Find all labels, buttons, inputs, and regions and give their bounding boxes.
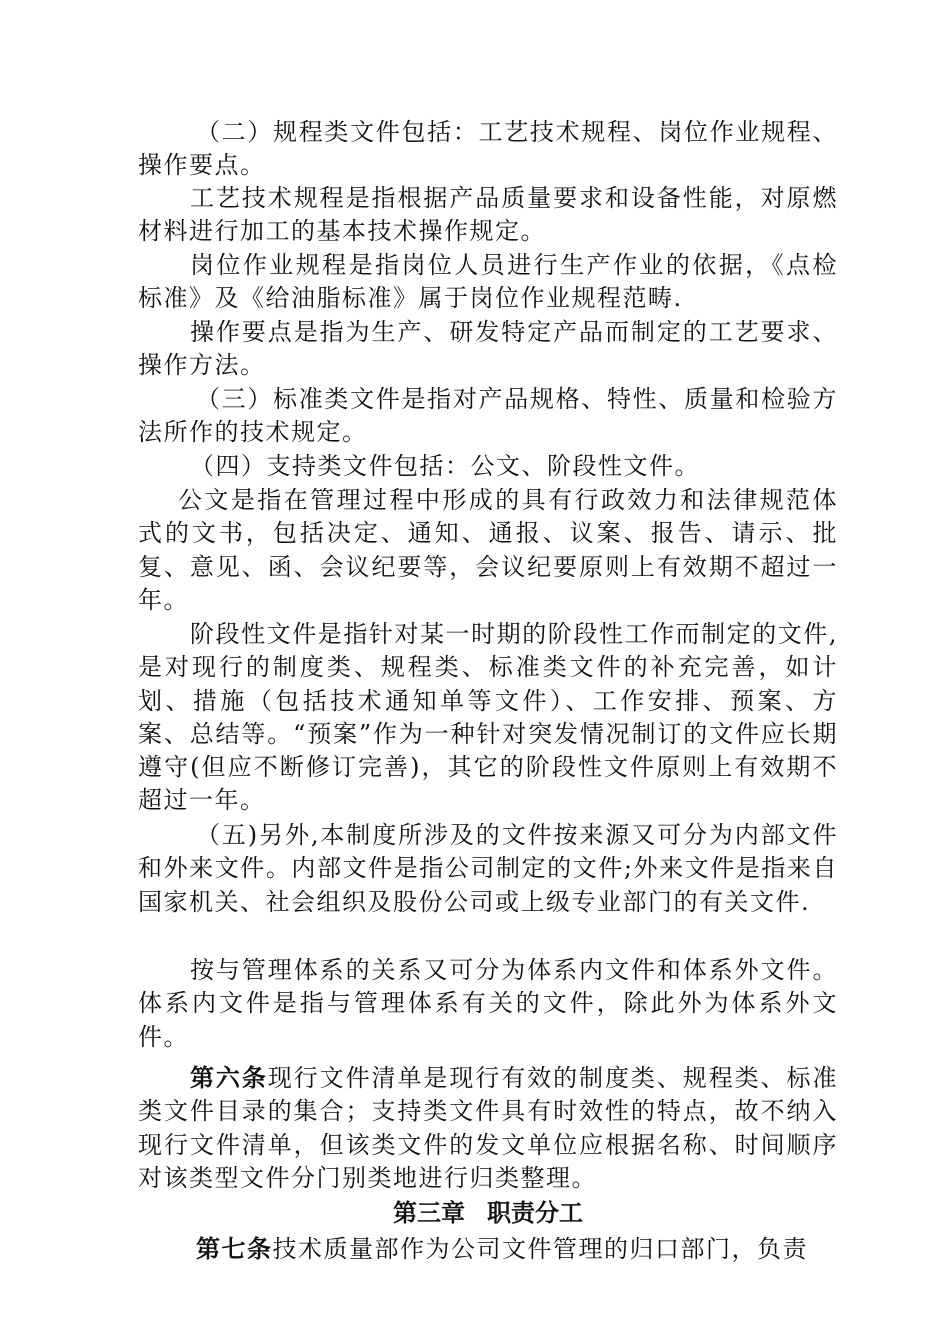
paragraph-internal-external: （五)另外,本制度所涉及的文件按来源又可分为内部文件和外来文件。内部文件是指公司制定的文件;外来文件是指来自国家机关、社会组织及股份公司或上级专业部门的有关文件. xyxy=(138,821,838,916)
chapter-title: 职责分工 xyxy=(487,1198,583,1227)
paragraph-official-documents: 公文是指在管理过程中形成的具有行政效力和法律规范体式的文书，包括决定、通知、通报、议案、报告、请示、批复、意见、函、会议纪要等，会议纪要原则上有效期不超过一年。 xyxy=(138,486,838,614)
paragraph-regulation-types: （二）规程类文件包括：工艺技术规程、岗位作业规程、操作要点。 xyxy=(138,118,838,180)
paragraph-post-regulation: 岗位作业规程是指岗位人员进行生产作业的依据，《点检标准》及《给油脂标准》属于岗位作业规程范畴. xyxy=(138,251,838,313)
paragraph-process-regulation: 工艺技术规程是指根据产品质量要求和设备性能，对原燃材料进行加工的基本技术操作规定。 xyxy=(138,184,838,246)
paragraph-system-files: 按与管理体系的关系又可分为体系内文件和体系外文件。体系内文件是指与管理体系有关的文件，除此外为体系外文件。 xyxy=(138,956,838,1051)
article-six-label: 第六条 xyxy=(190,1063,268,1092)
chapter-number: 第三章 xyxy=(393,1198,465,1227)
paragraph-standard-files: （三）标准类文件是指对产品规格、特性、质量和检验方法所作的技术规定。 xyxy=(138,385,838,447)
paragraph-operation-points: 操作要点是指为生产、研发特定产品而制定的工艺要求、操作方法。 xyxy=(138,318,838,380)
article-seven: 第七条技术质量部作为公司文件管理的归口部门，负责 xyxy=(196,1234,808,1263)
article-seven-label: 第七条 xyxy=(196,1234,273,1263)
paragraph-support-files: （四）支持类文件包括：公文、阶段性文件。 xyxy=(190,452,700,480)
chapter-heading xyxy=(138,1196,838,1230)
paragraph-stage-files: 阶段性文件是指针对某一时期的阶段性工作而制定的文件,是对现行的制度类、规程类、标准类文件的补充完善，如计划、措施（包括技术通知单等文件）、工作安排、预案、方案、总结等。“预案”作为一种针对突发情况制订的文件应长期遵守(但应不断修订完善)，其它的阶段性文件原则上有效期不超过一年。 xyxy=(138,620,838,815)
article-six: 第六条现行文件清单是现行有效的制度类、规程类、标准类文件目录的集合；支持类文件具有时效性的特点，故不纳入现行文件清单，但该类文件的发文单位应根据名称、时间顺序对该类型文件分门别类地进行归类整理。 xyxy=(138,1063,838,1192)
